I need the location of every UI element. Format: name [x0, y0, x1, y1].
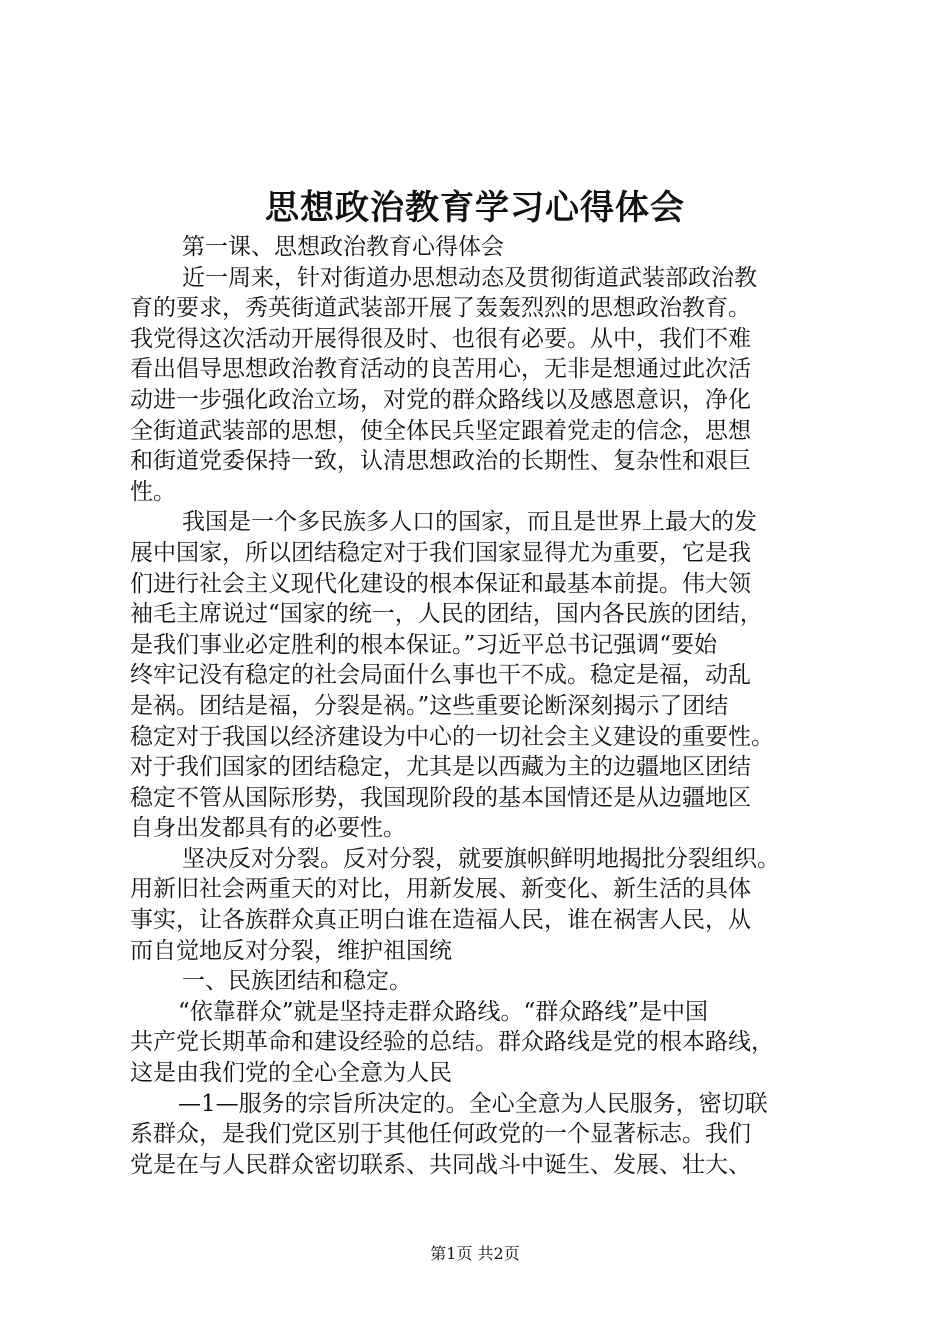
text-line: 用新旧社会两重天的对比，用新发展、新变化、新生活的具体	[130, 876, 751, 903]
text-line: 和街道党委保持一致，认清思想政治的长期性、复杂性和艰巨	[130, 448, 751, 475]
text-line: 系群众，是我们党区别于其他任何政党的一个显著标志。我们	[130, 1121, 751, 1148]
text-line: 党是在与人民群众密切联系、共同战斗中诞生、发展、壮大、	[130, 1151, 751, 1178]
text-line: 是祸。团结是福，分裂是祸。”这些重要论断深刻揭示了团结	[130, 692, 729, 719]
text-line: 对于我们国家的团结稳定，尤其是以西藏为主的边疆地区团结	[130, 754, 751, 781]
text-line: 坚决反对分裂。反对分裂，就要旗帜鲜明地揭批分裂组织。	[182, 845, 780, 872]
text-line: “依靠群众”就是坚持走群众路线。“群众路线”是中国	[178, 998, 709, 1025]
text-line: 我党得这次活动开展得很及时、也很有必要。从中，我们不难	[130, 325, 751, 352]
text-line: 而自觉地反对分裂，维护祖国统	[130, 937, 452, 964]
text-line: 育的要求，秀英街道武装部开展了轰轰烈烈的思想政治教育。	[130, 295, 751, 322]
text-line: 第一课、思想政治教育心得体会	[182, 234, 504, 260]
page-footer: 第1页 共2页	[430, 1244, 520, 1263]
text-line: 共产党长期革命和建设经验的总结。群众路线是党的根本路线，	[130, 1029, 774, 1056]
text-line: 事实，让各族群众真正明白谁在造福人民，谁在祸害人民，从	[130, 907, 751, 934]
text-line: 这是由我们党的全心全意为人民	[130, 1060, 452, 1087]
text-line: 动进一步强化政治立场，对党的群众路线以及感恩意识，净化	[130, 386, 751, 413]
text-line: 看出倡导思想政治教育活动的良苦用心，无非是想通过此次活	[130, 356, 751, 383]
text-line: 袖毛主席说过“国家的统一，人民的团结，国内各民族的团结，	[130, 601, 763, 628]
document-body	[130, 232, 840, 1180]
text-line: 性。	[130, 478, 176, 505]
text-line: 一、民族团结和稳定。	[182, 968, 412, 995]
text-line: 近一周来，针对街道办思想动态及贯彻街道武装部政治教	[182, 264, 757, 291]
text-line: 全街道武装部的思想，使全体民兵坚定跟着党走的信念，思想	[130, 417, 751, 444]
text-line: 稳定不管从国际形势，我国现阶段的基本国情还是从边疆地区	[130, 784, 751, 811]
text-line: 是我们事业必定胜利的根本保证。”习近平总书记强调“要始	[130, 631, 718, 658]
document-title: 思想政治教育学习心得体会	[265, 188, 685, 228]
text-line: 终牢记没有稳定的社会局面什么事也干不成。稳定是福，动乱	[130, 662, 751, 689]
text-line: 稳定对于我国以经济建设为中心的一切社会主义建设的重要性。	[130, 723, 774, 750]
text-line: 们进行社会主义现代化建设的根本保证和最基本前提。伟大领	[130, 570, 751, 597]
text-line: 展中国家，所以团结稳定对于我们国家显得尤为重要，它是我	[130, 539, 751, 566]
text-line: —1—服务的宗旨所决定的。全心全意为人民服务，密切联	[178, 1090, 768, 1117]
text-line: 自身出发都具有的必要性。	[130, 815, 406, 842]
text-line: 我国是一个多民族多人口的国家，而且是世界上最大的发	[182, 509, 757, 536]
